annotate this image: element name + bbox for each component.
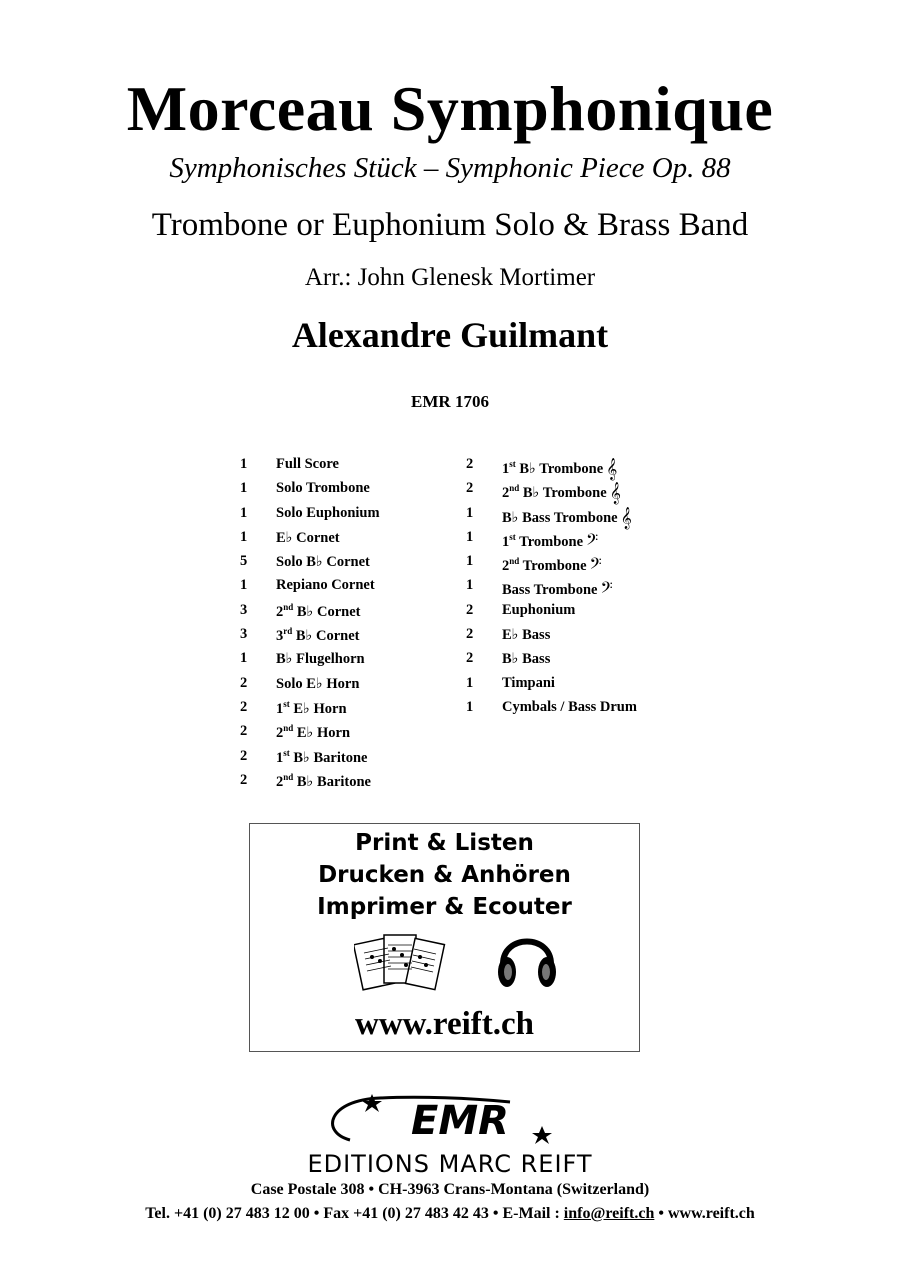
part-quantity: 2 xyxy=(240,723,248,740)
part-name-text: B♭ Bass Trombone xyxy=(502,509,618,526)
part-name xyxy=(276,772,371,791)
part-name xyxy=(276,529,340,547)
part-name-text: Trombone xyxy=(515,533,584,550)
part-quantity: 1 xyxy=(240,480,248,497)
part-name xyxy=(276,748,367,767)
part-name xyxy=(502,675,555,692)
part-name xyxy=(502,577,613,602)
instrumentation: Trombone or Euphonium Solo & Brass Band xyxy=(151,207,749,243)
part-name-text: E♭ Horn xyxy=(289,700,347,717)
part-name xyxy=(502,505,632,527)
part-name xyxy=(502,626,550,644)
part-quantity: 2 xyxy=(466,456,474,472)
part-name xyxy=(502,480,621,505)
part-name-text: E♭ Bass xyxy=(502,627,551,644)
publisher-address: Case Postale 308 • CH-3963 Crans-Montana (Switzerland) xyxy=(250,1181,650,1198)
part-name-text: Solo Euphonium xyxy=(276,504,380,521)
part-quantity: 2 xyxy=(466,601,474,618)
ordinal-suffix: st xyxy=(509,459,516,470)
part-name-text: 2 xyxy=(276,603,284,620)
print-listen-box xyxy=(249,823,640,1052)
part-name xyxy=(276,553,370,571)
contact-phone-fax: Tel. +41 (0) 27 483 12 00 • Fax +41 (0) 27 483 42 43 • E-Mail : xyxy=(145,1205,564,1222)
part-name-text: 2 xyxy=(276,725,284,742)
part-name-text: B♭ Baritone xyxy=(289,749,368,766)
ordinal-suffix: rd xyxy=(283,626,293,637)
part-name-text: B♭ Bass xyxy=(502,651,551,668)
part-quantity: 1 xyxy=(240,650,248,667)
promo-line-1: Print & Listen xyxy=(355,830,534,856)
ordinal-suffix: st xyxy=(283,698,290,709)
part-name-text: 2 xyxy=(276,773,284,790)
treble-clef-icon: 𝄞 xyxy=(620,506,632,529)
emr-logo-text: EMR xyxy=(411,1098,509,1144)
part-quantity: 1 xyxy=(466,698,474,715)
part-quantity: 1 xyxy=(466,674,474,691)
part-name-text: B♭ Trombone xyxy=(519,485,607,502)
part-name-text: Timpani xyxy=(502,674,555,691)
ordinal-suffix: st xyxy=(509,532,516,543)
part-name xyxy=(502,650,550,668)
publisher-name: EDITIONS MARC REIFT xyxy=(307,1150,593,1178)
composer: Alexandre Guilmant xyxy=(291,315,609,355)
part-name xyxy=(276,626,360,645)
promo-line-3: Imprimer & Ecouter xyxy=(317,894,572,920)
part-name-text: 1 xyxy=(276,749,284,766)
part-name-text: Solo B♭ Cornet xyxy=(276,554,370,571)
part-name-text: B♭ Cornet xyxy=(292,627,360,644)
part-quantity: 2 xyxy=(240,674,248,691)
part-name-text: 2 xyxy=(502,558,510,575)
sheet-music-icon xyxy=(354,927,446,999)
part-name-text: Solo Trombone xyxy=(276,480,370,497)
part-name xyxy=(276,577,375,594)
contact-email[interactable]: info@reift.ch xyxy=(563,1205,655,1222)
part-name xyxy=(276,650,365,668)
part-name-text: Repiano Cornet xyxy=(276,577,375,594)
bass-clef-icon: 𝄢 xyxy=(589,555,602,578)
part-quantity: 1 xyxy=(466,577,474,594)
part-name-text: E♭ Cornet xyxy=(276,529,340,546)
part-quantity: 1 xyxy=(240,456,248,472)
contact-website: • www.reift.ch xyxy=(654,1205,755,1222)
treble-clef-icon: 𝄞 xyxy=(609,482,621,505)
part-name-text: Full Score xyxy=(276,456,339,472)
part-name xyxy=(502,602,575,619)
part-name-text: B♭ Cornet xyxy=(293,603,361,620)
part-name-text: B♭ Baritone xyxy=(293,773,371,790)
title: Morceau Symphonique xyxy=(126,73,774,144)
emr-logo xyxy=(310,1092,570,1148)
ordinal-suffix: nd xyxy=(283,723,294,734)
part-name xyxy=(276,723,350,742)
part-name xyxy=(276,699,347,718)
part-name xyxy=(276,675,359,693)
part-quantity: 1 xyxy=(240,577,248,594)
catalog-number: EMR 1706 xyxy=(411,392,489,411)
part-quantity: 1 xyxy=(466,504,474,521)
part-name-text: E♭ Horn xyxy=(293,725,351,742)
part-name xyxy=(502,699,637,716)
part-quantity: 2 xyxy=(466,480,474,497)
bass-clef-icon: 𝄢 xyxy=(586,530,599,553)
part-quantity: 5 xyxy=(240,553,248,570)
part-name xyxy=(276,480,370,497)
part-name-text: 1 xyxy=(502,533,510,550)
part-quantity: 2 xyxy=(240,771,248,788)
part-name-text: Trombone xyxy=(519,558,587,575)
ordinal-suffix: nd xyxy=(509,556,520,567)
ordinal-suffix: nd xyxy=(509,483,520,494)
headphones-icon xyxy=(495,924,559,994)
part-name xyxy=(276,505,380,522)
part-name xyxy=(502,529,598,551)
part-name-text: Bass Trombone xyxy=(502,582,598,599)
part-quantity: 2 xyxy=(466,626,474,643)
part-name xyxy=(276,602,361,621)
part-quantity: 1 xyxy=(466,528,474,545)
part-quantity: 1 xyxy=(240,528,248,545)
ordinal-suffix: nd xyxy=(283,601,294,612)
part-name xyxy=(502,553,602,578)
promo-line-2: Drucken & Anhören xyxy=(318,862,571,888)
part-quantity: 2 xyxy=(240,698,248,715)
part-quantity: 2 xyxy=(466,650,474,667)
part-quantity: 1 xyxy=(240,504,248,521)
part-name-text: Solo E♭ Horn xyxy=(276,675,360,692)
part-name xyxy=(502,456,617,478)
part-quantity: 3 xyxy=(240,626,248,643)
part-name-text: 1 xyxy=(502,461,510,477)
bass-clef-icon: 𝄢 xyxy=(600,579,613,602)
part-name xyxy=(276,456,339,473)
part-name-text: 2 xyxy=(502,485,510,502)
subtitle: Symphonisches Stück – Symphonic Piece Op. 88 xyxy=(169,152,731,184)
part-name-text: B♭ Flugelhorn xyxy=(276,651,365,668)
part-name-text: 1 xyxy=(276,700,284,717)
promo-url: www.reift.ch xyxy=(354,1006,535,1042)
part-quantity: 2 xyxy=(240,747,248,764)
publisher-contact xyxy=(0,1205,900,1223)
part-quantity: 1 xyxy=(466,553,474,570)
treble-clef-icon: 𝄞 xyxy=(606,458,618,480)
ordinal-suffix: nd xyxy=(283,771,294,782)
part-name-text: 3 xyxy=(276,627,284,644)
part-name-text: Cymbals / Bass Drum xyxy=(502,698,637,715)
part-name-text: B♭ Trombone xyxy=(515,461,604,477)
part-name-text: Euphonium xyxy=(502,601,576,618)
ordinal-suffix: st xyxy=(283,747,290,758)
part-quantity: 3 xyxy=(240,601,248,618)
arranger: Arr.: John Glenesk Mortimer xyxy=(304,264,596,291)
